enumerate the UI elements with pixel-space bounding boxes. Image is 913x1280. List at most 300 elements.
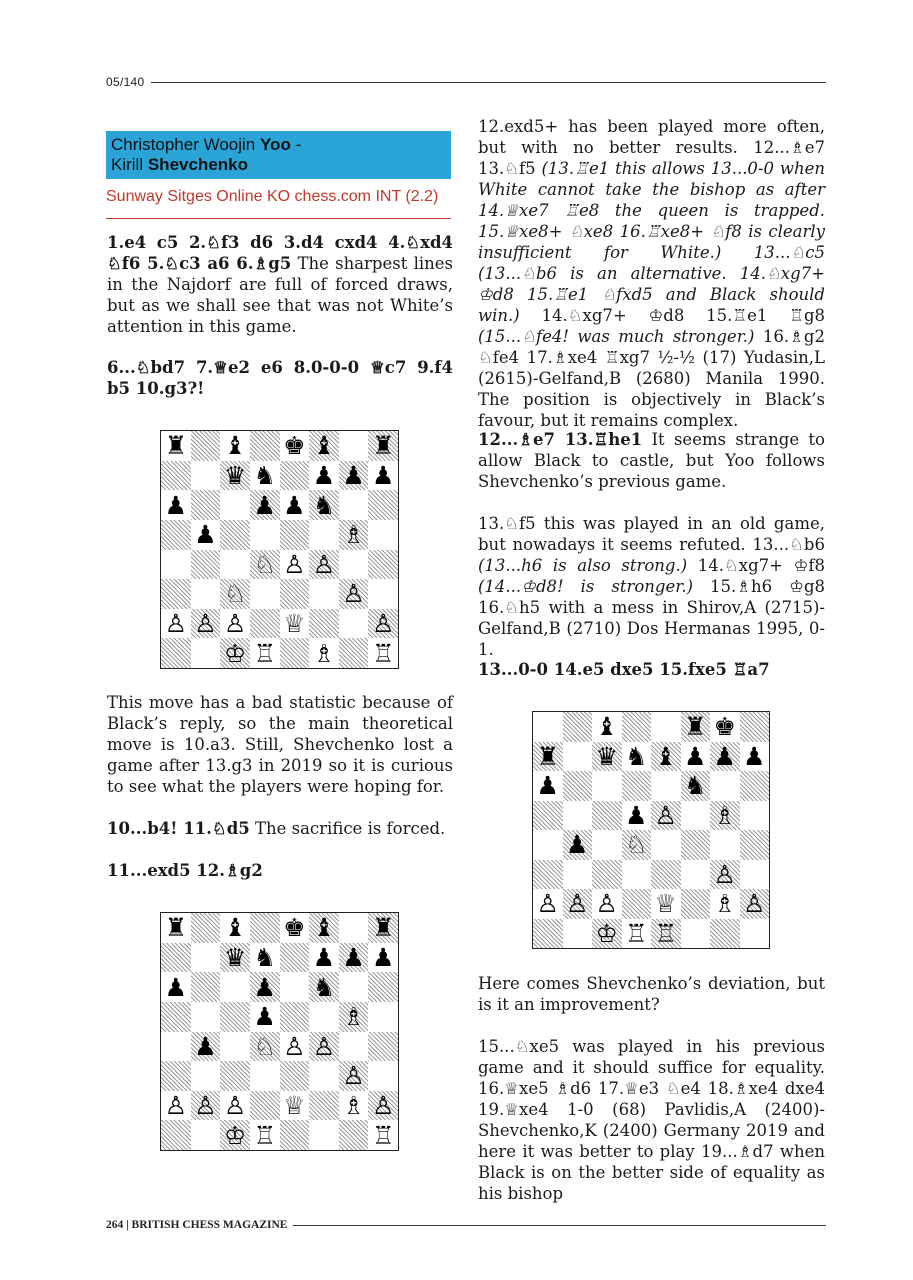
black-pawn-icon: ♟ [253,1002,276,1032]
white-pawn-icon: ♙ [223,1091,247,1121]
commentary: 13.♘f5 this was played in an old game, but nowadays it seems refuted. 13...♘b6 [478,514,825,554]
board-square [250,1032,280,1062]
white-pawn-icon: ♙ [743,889,766,919]
white-rook-icon: ♖ [654,918,677,948]
black-queen-icon: ♛ [223,460,247,490]
board-square [592,712,622,742]
black-rook-icon: ♜ [536,741,559,771]
board-square [710,889,740,919]
white-bishop-icon: ♗ [342,1091,365,1121]
footer-rule [293,1225,826,1226]
board-square [681,889,711,919]
board-square [191,520,221,550]
board-square [339,638,369,668]
board-square [309,638,339,668]
black-rook-icon: ♜ [371,431,395,461]
board-square [220,1032,250,1062]
black-player-last: Shevchenko [147,155,248,174]
board-square [592,919,622,949]
commentary: Here comes Shevchenko’s deviation, but is it an improvement? [478,974,825,1014]
black-pawn-icon: ♟ [625,800,648,830]
board-square [191,1120,221,1150]
board-square [681,860,711,890]
left-paragraph-2 [107,357,453,399]
board-square [161,461,191,491]
board-square [250,579,280,609]
moves: 10...b4! 11.♘d5 [107,819,250,838]
board-square [161,579,191,609]
commentary: It seems strange to allow Black to castle, but Yoo follows Shevchenko’s previous game. [478,430,825,491]
black-king-icon: ♚ [713,712,736,742]
moves: 6...♘bd7 7.♕e2 e6 8.0-0-0 ♕c7 9.f4 b5 10.g3?! [107,358,453,398]
white-bishop-icon: ♗ [342,1002,365,1032]
commentary: 14.♘xg7+ ♔d8 15.♖e1 ♖g8 [519,306,825,325]
board-square [250,913,280,943]
commentary: 16.♗g2 ♘fe4 17.♗xe4 ♖xg7 ½-½ (17) Yudasin,L (2615)-Gelfand,B (2680) Manila 1990. The position is objectively in Black’s favour, but it remains complex. [478,327,825,430]
board-square [368,943,398,973]
moves: 13...0-0 14.e5 dxe5 15.fxe5 ♖a7 [478,660,770,679]
white-rook-icon: ♖ [253,1120,276,1150]
board-square [309,943,339,973]
black-bishop-icon: ♝ [654,741,677,771]
commentary: The sharpest lines in the Najdorf are full of forced draws, but as we shall see that was not White’s attention in this game. [107,254,453,336]
white-pawn-icon: ♙ [536,889,559,919]
board-square [161,550,191,580]
commentary: This move has a bad statistic because of Black’s reply, so the main theoretical move is 10.a3. Still, Shevchenko lost a game after 13.g3 in 2019 so it is curious to see what the players were hoping for. [107,693,453,796]
board-square [220,579,250,609]
left-paragraph-1 [107,232,453,337]
board-square [339,913,369,943]
board-square [622,771,652,801]
white-pawn-icon: ♙ [371,1091,395,1121]
black-pawn-icon: ♟ [283,490,306,520]
board-square [622,712,652,742]
board-square [309,461,339,491]
white-pawn-icon: ♙ [312,549,336,579]
board-square [280,913,310,943]
board-square [309,972,339,1002]
right-paragraph-5 [478,973,825,1015]
black-rook-icon: ♜ [164,913,188,943]
variation: (15...♘fe4! was much stronger.) [478,327,755,346]
white-bishop-icon: ♗ [713,800,736,830]
black-pawn-icon: ♟ [312,460,336,490]
board-square [280,1061,310,1091]
board-square [191,1091,221,1121]
white-queen-icon: ♕ [283,1091,306,1121]
page-header [106,74,826,90]
board-square [563,771,593,801]
board-square [622,801,652,831]
board-square [368,638,398,668]
board-square [309,520,339,550]
board-square [368,1091,398,1121]
black-knight-icon: ♞ [253,942,276,972]
board-square [220,1120,250,1150]
board-square [563,919,593,949]
variation: (13...h6 is also strong.) [478,556,688,575]
board-square [250,550,280,580]
board-square [622,860,652,890]
board-square [250,1091,280,1121]
black-knight-icon: ♞ [312,490,336,520]
white-pawn-icon: ♙ [312,1031,336,1061]
white-pawn-icon: ♙ [194,609,217,639]
chess-diagram-1 [160,430,399,669]
board-square [592,742,622,772]
board-square [368,490,398,520]
white-rook-icon: ♖ [371,638,395,668]
left-paragraph-3 [107,692,453,797]
white-bishop-icon: ♗ [342,520,365,550]
board-square [220,638,250,668]
board-square [339,461,369,491]
board-square [220,1002,250,1032]
board-square [592,889,622,919]
board-square [220,913,250,943]
board-square [250,431,280,461]
board-square [339,1091,369,1121]
black-bishop-icon: ♝ [312,913,336,943]
black-pawn-icon: ♟ [164,972,188,1002]
board-square [339,943,369,973]
board-square [220,943,250,973]
white-pawn-icon: ♙ [713,859,736,889]
board-square [220,972,250,1002]
board-square [710,771,740,801]
variation: (13.♖e1 this allows 13...0-0 when White cannot take the bishop as after 14.♕xe7 ♖e8 the queen is trapped. 15.♕xe8+ ♘xe8 16.♖xe8+ ♘f8 is clearly insufficient for White.) 13...♘c5 (13...♘b6 is an alternative. 14.♘xg7+ ♔d8 15.♖e1 ♘fxd5 and Black should win.) [478,159,825,325]
white-pawn-icon: ♙ [342,579,365,609]
board-square [563,889,593,919]
board-square [220,461,250,491]
board-square [250,609,280,639]
black-pawn-icon: ♟ [684,741,707,771]
board-square [681,830,711,860]
board-square [161,431,191,461]
board-square [191,579,221,609]
black-pawn-icon: ♟ [371,942,395,972]
black-queen-icon: ♛ [223,942,247,972]
board-square [681,919,711,949]
board-square [710,860,740,890]
board-square [191,1032,221,1062]
white-knight-icon: ♘ [253,1031,276,1061]
board-square [651,712,681,742]
board-square [280,1002,310,1032]
moves: 11...exd5 12.♗g2 [107,861,263,880]
event-rule [106,218,451,219]
game-title-banner [106,131,451,179]
white-knight-icon: ♘ [625,830,648,860]
board-square [280,1120,310,1150]
board-square [368,972,398,1002]
white-pawn-icon: ♙ [164,1091,188,1121]
chess-diagram-2 [160,912,399,1151]
board-square [280,579,310,609]
board-square [368,1120,398,1150]
board-square [740,889,770,919]
board-square [309,1091,339,1121]
board-square [740,801,770,831]
black-rook-icon: ♜ [164,431,188,461]
black-king-icon: ♚ [283,431,306,461]
black-pawn-icon: ♟ [164,490,188,520]
black-pawn-icon: ♟ [253,972,276,1002]
board-square [161,972,191,1002]
event-line: Sunway Sitges Online KO chess.com INT (2.2) [106,188,439,205]
board-square [280,1032,310,1062]
board-square [161,1002,191,1032]
board-square [161,1032,191,1062]
board-square [161,1061,191,1091]
board-square [533,801,563,831]
board-square [309,490,339,520]
board-square [191,1002,221,1032]
board-square [681,742,711,772]
white-pawn-icon: ♙ [342,1061,365,1091]
white-pawn-icon: ♙ [223,609,247,639]
black-queen-icon: ♛ [595,741,618,771]
board-square [533,712,563,742]
board-square [740,860,770,890]
board-square [250,461,280,491]
board-square [250,520,280,550]
board-square [220,431,250,461]
board-square [533,830,563,860]
commentary: The sacrifice is forced. [249,819,446,838]
board-square [191,943,221,973]
board-square [161,520,191,550]
board-square [368,520,398,550]
black-knight-icon: ♞ [684,771,707,801]
board-square [651,889,681,919]
board-square [280,609,310,639]
board-square [161,1091,191,1121]
black-rook-icon: ♜ [684,712,707,742]
board-square [161,943,191,973]
board-square [250,1061,280,1091]
white-pawn-icon: ♙ [164,609,188,639]
board-square [592,860,622,890]
white-pawn-icon: ♙ [371,609,395,639]
board-square [309,431,339,461]
board-square [368,1002,398,1032]
board-square [280,520,310,550]
board-square [368,1032,398,1062]
board-square [339,490,369,520]
white-knight-icon: ♘ [223,579,247,609]
moves: 12...♗e7 13.♖he1 [478,430,643,449]
black-pawn-icon: ♟ [253,490,276,520]
board-square [622,889,652,919]
board-square [740,712,770,742]
black-pawn-icon: ♟ [312,942,336,972]
white-player-first: Christopher Woojin [111,135,260,154]
board-square [563,830,593,860]
black-knight-icon: ♞ [253,460,276,490]
black-pawn-icon: ♟ [713,741,736,771]
board-square [339,1061,369,1091]
board-square [161,609,191,639]
black-pawn-icon: ♟ [536,771,559,801]
board-square [250,1002,280,1032]
black-rook-icon: ♜ [371,913,395,943]
board-square [191,638,221,668]
board-square [622,919,652,949]
white-rook-icon: ♖ [253,638,276,668]
board-square [368,913,398,943]
black-bishop-icon: ♝ [223,913,247,943]
board-square [220,550,250,580]
header-rule [151,82,826,83]
black-pawn-icon: ♟ [342,460,365,490]
board-square [368,579,398,609]
chess-diagram-3 [532,711,770,949]
board-square [710,801,740,831]
board-square [710,830,740,860]
board-square [710,742,740,772]
left-paragraph-5 [107,860,453,881]
black-bishop-icon: ♝ [595,712,618,742]
board-square [681,712,711,742]
white-queen-icon: ♕ [283,609,306,639]
moves: 1.e4 c5 2.♘f3 d6 3.d4 cxd4 4.♘xd4 ♘f6 5.♘c3 a6 6.♗g5 [107,233,453,273]
board-square [592,801,622,831]
commentary: 12.exd5+ has been played more often, but with no better results. 12...♗e7 13.♘f5 [478,117,825,178]
board-square [191,1061,221,1091]
board-square [250,943,280,973]
board-square [220,609,250,639]
board-square [563,801,593,831]
black-pawn-icon: ♟ [743,741,766,771]
board-square [309,1032,339,1062]
right-paragraph-4 [478,659,825,680]
board-square [191,913,221,943]
board-square [592,830,622,860]
footer-label: 264 | BRITISH CHESS MAGAZINE [106,1219,288,1231]
board-square [339,431,369,461]
board-square [622,830,652,860]
commentary: 14.♘xg7+ ♔f8 [687,556,825,575]
players-separator: - [290,135,302,154]
white-queen-icon: ♕ [654,889,677,919]
board-square [339,1002,369,1032]
board-square [339,520,369,550]
white-bishop-icon: ♗ [713,889,736,919]
board-square [280,972,310,1002]
board-square [280,943,310,973]
board-square [563,860,593,890]
right-paragraph-3 [478,513,825,660]
board-square [191,490,221,520]
board-square [339,579,369,609]
board-square [681,801,711,831]
board-square [250,1120,280,1150]
black-king-icon: ♚ [283,913,306,943]
white-bishop-icon: ♗ [312,638,336,668]
variation: (14...♔d8! is stronger.) [478,577,694,596]
board-square [280,490,310,520]
left-paragraph-4 [107,818,453,839]
board-square [191,550,221,580]
board-square [280,550,310,580]
board-square [622,742,652,772]
white-king-icon: ♔ [595,918,618,948]
board-square [339,972,369,1002]
board-square [339,609,369,639]
board-square [309,609,339,639]
white-rook-icon: ♖ [625,918,648,948]
board-square [161,490,191,520]
board-square [280,1091,310,1121]
board-square [651,742,681,772]
white-pawn-icon: ♙ [654,800,677,830]
board-square [309,550,339,580]
board-square [651,919,681,949]
board-square [710,919,740,949]
board-square [220,490,250,520]
board-square [651,830,681,860]
white-pawn-icon: ♙ [566,889,589,919]
black-bishop-icon: ♝ [312,431,336,461]
board-square [592,771,622,801]
right-paragraph-2 [478,429,825,492]
board-square [309,1061,339,1091]
board-square [651,771,681,801]
right-paragraph-6 [478,1036,825,1204]
board-square [191,972,221,1002]
board-square [368,461,398,491]
board-square [651,860,681,890]
black-pawn-icon: ♟ [342,942,365,972]
board-square [533,860,563,890]
board-square [280,461,310,491]
board-square [533,889,563,919]
right-paragraph-1 [478,116,825,431]
black-player-first: Kirill [111,155,148,174]
board-square [339,1120,369,1150]
board-square [681,771,711,801]
white-rook-icon: ♖ [371,1120,395,1150]
board-square [368,609,398,639]
board-square [740,771,770,801]
board-square [309,579,339,609]
black-pawn-icon: ♟ [566,830,589,860]
board-square [339,550,369,580]
white-king-icon: ♔ [223,1120,247,1150]
board-square [161,913,191,943]
page-number-header: 05/140 [106,75,145,89]
board-square [161,638,191,668]
board-square [161,1120,191,1150]
white-king-icon: ♔ [223,638,247,668]
board-square [651,801,681,831]
white-player-last: Yoo [259,135,291,154]
board-square [309,1002,339,1032]
board-square [740,742,770,772]
board-square [220,520,250,550]
board-square [368,550,398,580]
board-square [533,742,563,772]
page-footer [106,1217,826,1233]
board-square [280,431,310,461]
board-square [740,830,770,860]
board-square [250,638,280,668]
board-square [710,712,740,742]
black-pawn-icon: ♟ [371,460,395,490]
board-square [191,431,221,461]
white-pawn-icon: ♙ [194,1091,217,1121]
